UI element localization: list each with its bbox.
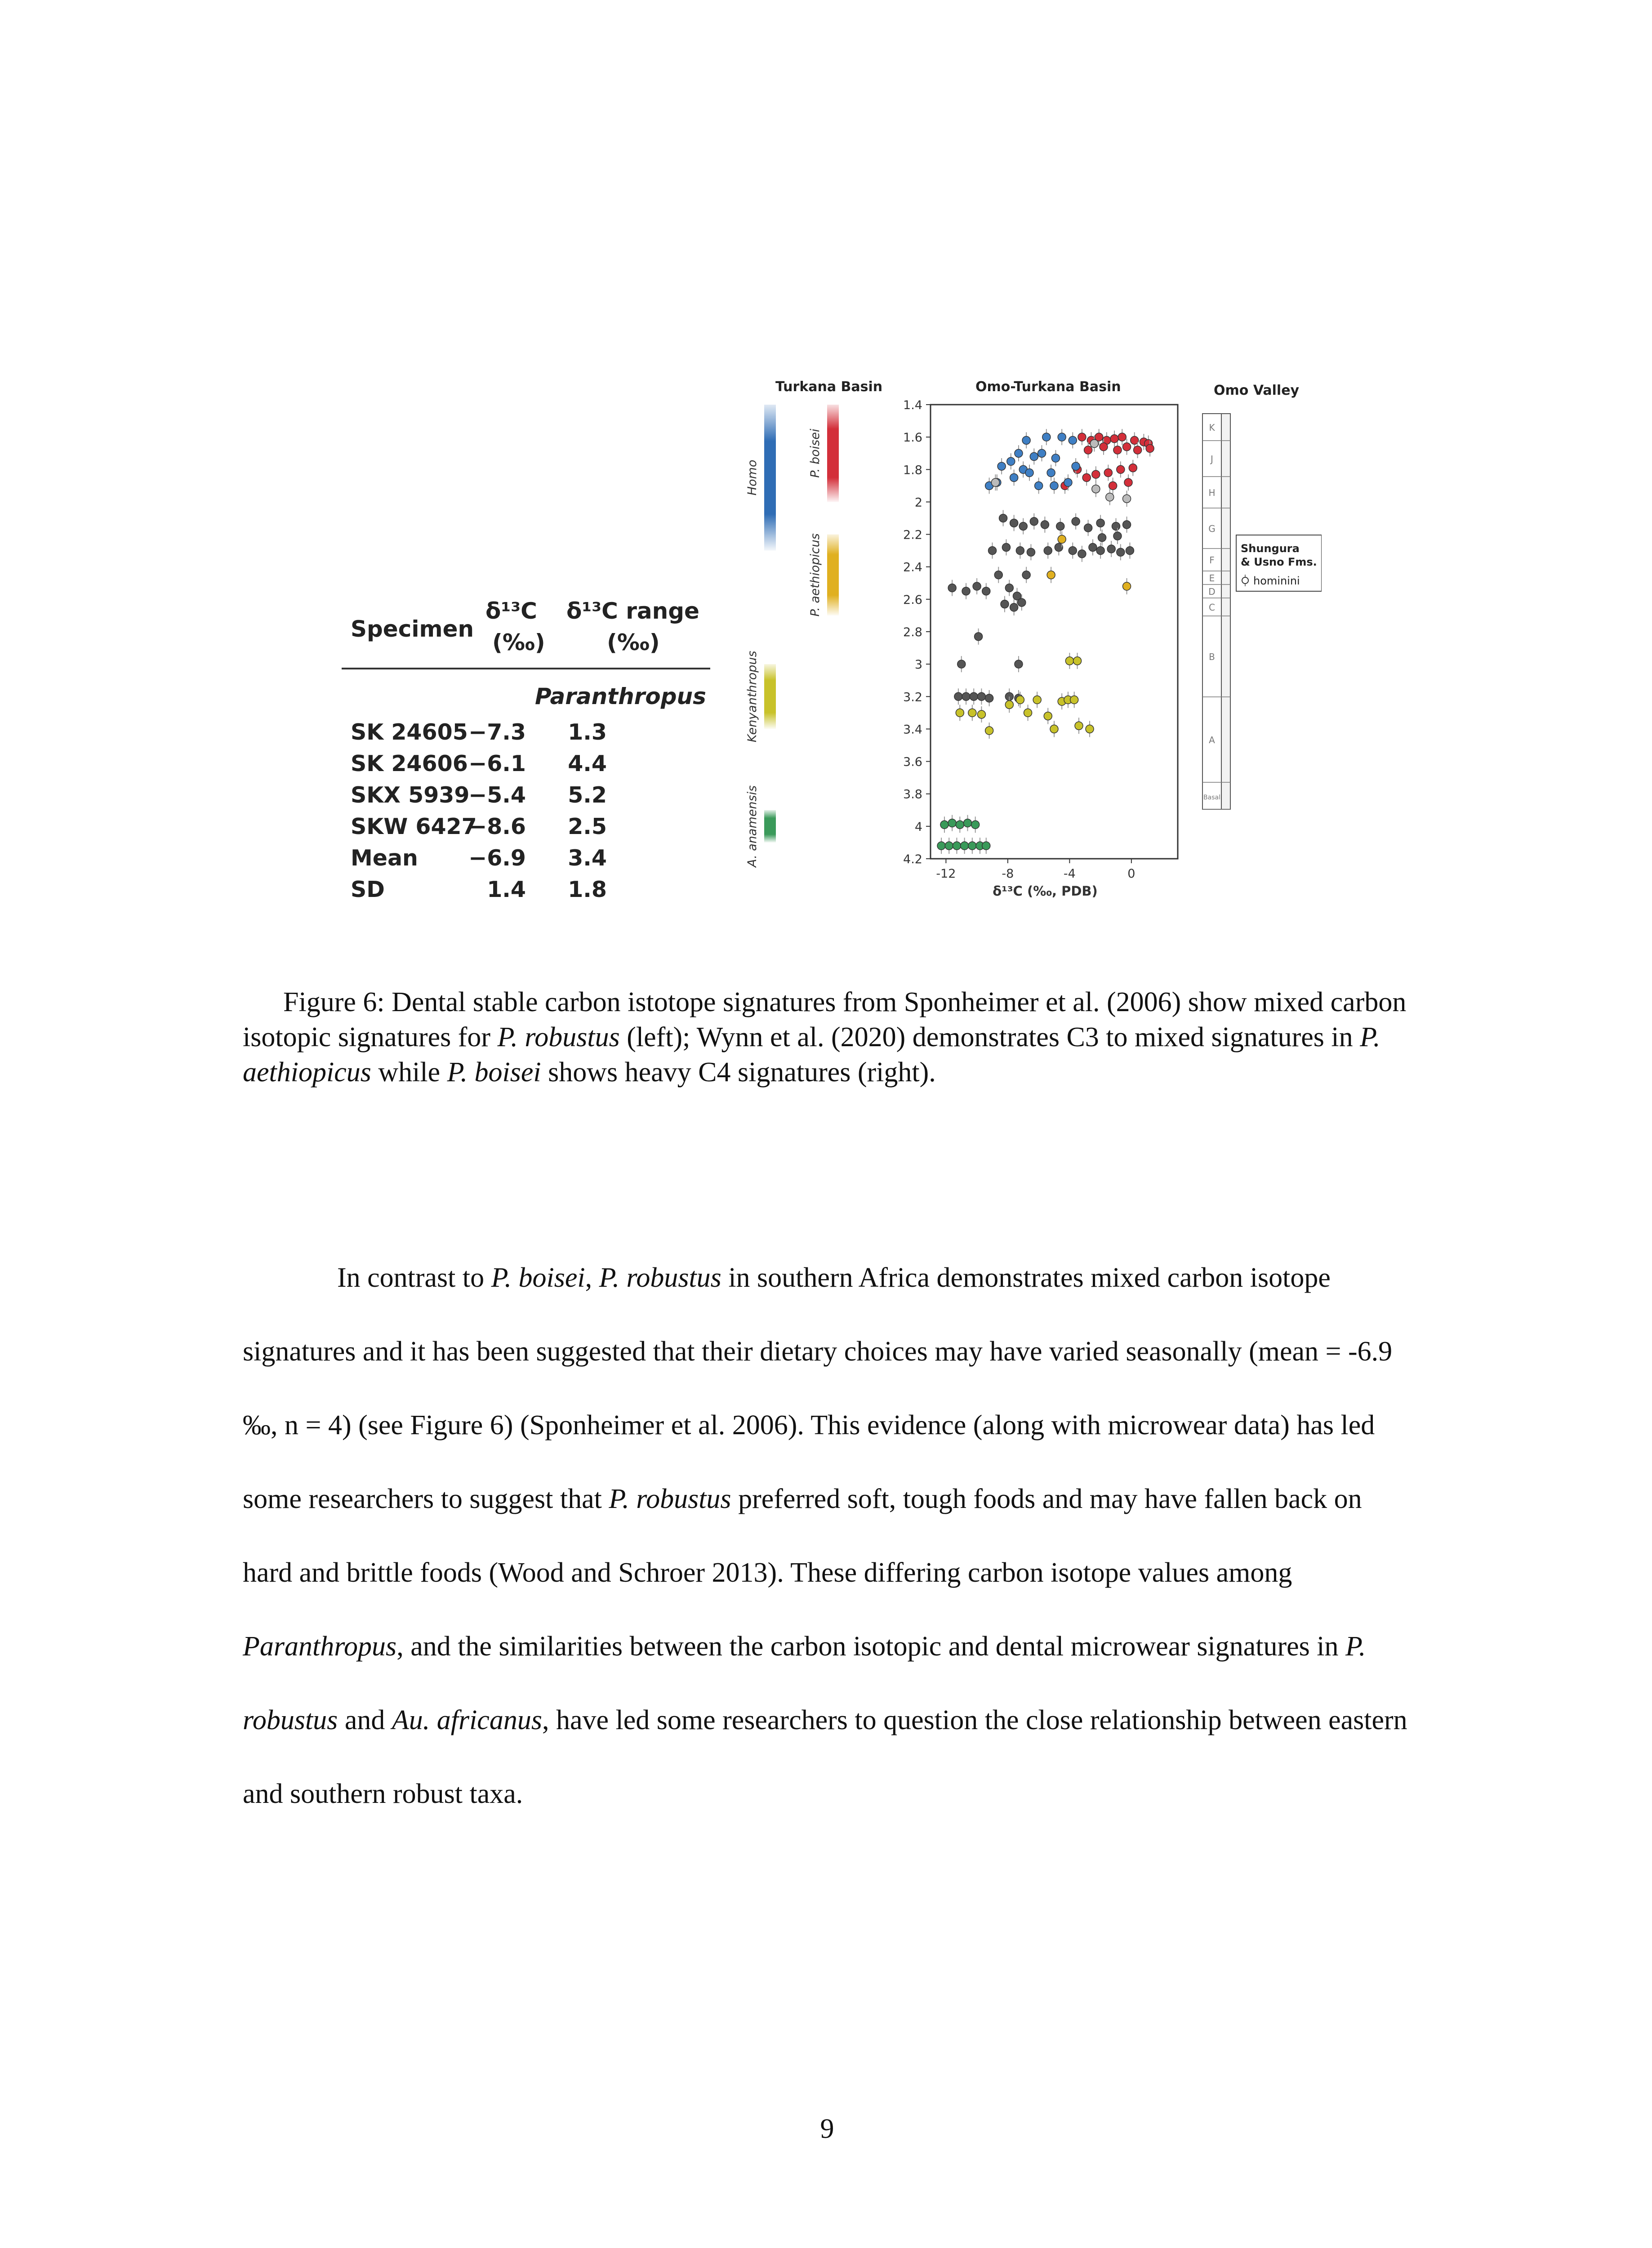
data-point [989,547,997,555]
data-point [1016,547,1024,555]
legend-title-line-2: & Usno Fms. [1241,556,1317,568]
body-text-2: , [585,1262,599,1293]
table-row [342,751,719,782]
table-cell-range: 1.3 [568,719,607,745]
table-cell-specimen: SKW 6427 [351,814,477,839]
y-tick-label: 3.4 [903,723,922,737]
table-header-range-unit: (‰) [607,629,660,656]
data-point [1075,722,1083,730]
y-tick-label: 1.6 [903,431,922,445]
data-point [1051,454,1060,462]
caption-text-4: shows heavy C4 signatures (right). [541,1057,936,1088]
y-tick-label: 4.2 [903,852,922,866]
data-point [1107,545,1115,553]
data-point [1106,493,1114,501]
x-tick-label: -8 [1002,867,1014,881]
legend-title-line-1: Shungura [1241,542,1300,555]
y-tick-label: 1.8 [903,463,922,477]
data-point [997,462,1006,470]
caption-text-1: Figure 6: Dental stable carbon istotope signatures from Sponheimer et al. (2006) show mixed carbon isotopic signatures for [243,987,1407,1053]
table-cell-specimen: SKX 5939 [351,782,470,808]
body-italic-3: P. robustus [609,1484,731,1514]
data-point [1089,543,1097,551]
y-tick-label: 3.8 [903,787,922,802]
y-tick-label: 2.8 [903,625,922,639]
data-point [1058,433,1066,441]
taxon-bar [764,405,776,551]
data-point [1047,469,1055,477]
strat-label: H [1208,487,1216,498]
data-point [1007,457,1015,465]
body-paragraph [243,1241,1412,1831]
data-point [1096,547,1104,555]
strat-label: Basal [1203,794,1220,801]
taxon-bar [764,664,776,729]
data-point [962,587,970,595]
data-point [964,819,972,827]
table-row [342,877,719,908]
caption-italic-1: P. robustus [497,1022,620,1053]
strat-label: G [1208,523,1216,534]
data-point [1082,473,1091,482]
y-tick-label: 2.6 [903,593,922,607]
table-cell-d13c: −5.4 [468,782,526,808]
data-point [1010,473,1018,482]
data-point [956,709,964,717]
data-point [1050,725,1058,733]
page-number: 9 [820,2114,834,2144]
data-point [1002,543,1010,551]
data-point [985,727,993,735]
data-point [968,709,976,717]
y-tick-label: 3.2 [903,690,922,705]
data-point [1090,440,1098,448]
y-tick-label: 3 [914,658,922,672]
body-text-4: preferred soft, tough foods and may have fallen back on hard and brittle foods (Wood and Schroer 2013). These differing carbon isotope values among [243,1484,1362,1588]
taxon-label: P. boisei [808,428,822,478]
data-point [1005,584,1013,592]
data-point [957,660,966,668]
taxon-bar [827,405,839,502]
data-point [1129,464,1137,472]
data-point [1033,696,1041,704]
legend-item: hominini [1253,575,1300,587]
body-italic-2: P. robustus [599,1262,721,1293]
table-cell-d13c: −8.6 [468,814,526,839]
y-tick-label: 2.2 [903,528,922,542]
taxon-bar [827,535,839,616]
data-point [948,819,956,827]
table-row [342,719,719,751]
caption-text-3: while [371,1057,447,1088]
data-point [1123,495,1131,503]
table-cell-range: 2.5 [568,814,607,839]
data-point [1035,482,1043,490]
data-point [1123,582,1131,590]
table-rule [342,668,710,669]
data-point [968,842,976,850]
data-point [962,692,970,700]
data-point [1030,452,1038,460]
data-point [1104,469,1112,477]
data-point [1047,571,1055,579]
table-cell-d13c: −7.3 [468,719,526,745]
data-point [971,821,980,829]
y-tick-label: 4 [914,820,922,834]
data-point [1118,433,1126,441]
data-point [1069,547,1077,555]
table-header-d13c-unit: (‰) [492,629,545,656]
data-point [1025,469,1033,477]
heading-omo-valley: Omo Valley [1214,383,1300,398]
data-point [1092,485,1100,493]
table-cell-specimen: Mean [351,845,418,871]
data-point [1110,435,1118,443]
data-point [1073,657,1082,665]
table-cell-specimen: SK 24606 [351,751,468,776]
body-italic-5: P. robustus [243,1631,1366,1735]
data-point [1117,548,1125,556]
data-point [1117,465,1125,473]
strat-label: B [1209,651,1215,662]
table-header-range: δ¹³C range [566,598,699,624]
data-point [1022,571,1030,579]
data-point [970,692,978,700]
y-tick-label: 2 [914,495,922,510]
body-italic-4: Paranthropus [243,1631,397,1662]
data-point [1078,433,1086,441]
isotope-chart [737,373,1322,913]
data-point [956,821,964,829]
data-point [1070,696,1078,704]
data-point [1041,521,1049,529]
data-point [1010,519,1018,527]
data-point [937,842,945,850]
data-point [945,842,953,850]
table-cell-specimen: SK 24605 [351,719,468,745]
data-point [1044,712,1052,720]
legend-marker [1242,577,1248,584]
isotope-table [342,593,719,908]
data-point [1038,449,1046,457]
data-point [1124,478,1132,486]
data-point [975,633,983,641]
data-point [940,821,948,829]
strat-column-side [1221,414,1230,809]
strat-label: A [1209,735,1215,745]
data-point [1084,524,1092,532]
table-row [342,814,719,845]
data-point [977,710,985,718]
strat-label: E [1209,573,1215,584]
taxon-label: A. anamensis [745,785,759,867]
data-point [1050,482,1058,490]
data-point [1019,522,1027,531]
data-point [1030,517,1038,526]
data-point [1086,725,1094,733]
data-point [1109,482,1117,490]
body-text-7: , have led some researchers to question the close relationship between eastern and southern robust taxa. [243,1705,1407,1809]
table-group-label: Paranthropus [535,683,706,709]
data-point [1058,535,1066,543]
caption-italic-2: P. aethiopicus [243,1022,1380,1088]
data-point [1005,700,1013,709]
data-point [1069,436,1077,444]
body-italic-1: P. boisei [491,1262,585,1293]
heading-turkana-basin: Turkana Basin [775,379,883,395]
y-tick-label: 1.4 [903,398,922,412]
data-point [961,842,969,850]
data-point [1044,547,1052,555]
data-point [994,571,1002,579]
taxon-bar [764,810,776,843]
data-point [973,582,981,590]
data-point [1112,522,1120,531]
data-point [1146,444,1154,452]
table-cell-d13c: 1.4 [487,877,526,902]
body-text-5: , and the similarities between the carbon isotopic and dental microwear signatures in [396,1631,1345,1662]
data-point [1134,446,1142,454]
heading-omo-turkana-basin: Omo-Turkana Basin [975,379,1121,395]
data-point [1072,462,1080,470]
data-point [1065,657,1073,665]
table-cell-specimen: SD [351,877,385,902]
data-point [1084,446,1092,454]
x-tick-label: -12 [936,867,956,881]
data-point [1001,600,1009,608]
figure-caption [243,985,1412,1090]
y-tick-label: 3.6 [903,755,922,769]
data-point [1022,436,1030,444]
data-point [1126,547,1134,555]
data-point [1064,478,1072,486]
caption-italic-3: P. boisei [447,1057,541,1088]
x-tick-label: 0 [1127,867,1135,881]
body-text-6: and [338,1705,392,1735]
table-cell-d13c: −6.9 [468,845,526,871]
table-cell-range: 1.8 [568,877,607,902]
data-point [985,694,993,702]
data-point [1113,446,1122,454]
data-point [1100,443,1108,451]
taxon-label: Homo [745,459,759,496]
taxon-label: Kenyanthropus [745,651,759,743]
data-point [1015,449,1023,457]
table-cell-range: 3.4 [568,845,607,871]
data-point [982,842,990,850]
taxon-label: P. aethiopicus [808,533,822,617]
caption-text-2: (left); Wynn et al. (2020) demonstrates C3 to mixed signatures in [619,1022,1360,1053]
table-header-specimen: Specimen [351,616,474,642]
table-row [342,845,719,877]
data-point [1096,519,1104,527]
strat-label: C [1209,602,1215,613]
data-point [953,842,961,850]
data-point [977,692,985,700]
table-cell-range: 5.2 [568,782,607,808]
data-point [948,584,956,592]
data-point [1010,603,1018,611]
x-tick-label: -4 [1063,867,1076,881]
data-point [1078,550,1086,558]
x-axis-label: δ¹³C (‰, PDB) [993,883,1098,899]
data-point [1113,532,1122,540]
body-text-1: In contrast to [337,1262,491,1293]
table-row [342,782,719,814]
strat-label: D [1208,586,1216,597]
data-point [1056,522,1064,531]
strat-label: F [1209,555,1215,566]
y-tick-label: 2.4 [903,560,922,575]
data-point [1123,443,1131,451]
table-cell-d13c: −6.1 [468,751,526,776]
data-point [1024,709,1032,717]
strat-label: K [1209,422,1215,433]
table-cell-range: 4.4 [568,751,607,776]
data-point [1072,517,1080,526]
data-point [1018,598,1026,607]
data-point [1015,660,1023,668]
data-point [991,478,999,486]
body-text-3: in southern Africa demonstrates mixed carbon isotope signatures and it has been suggested that their dietary choices may have varied seasonally (mean = -6.9 ‰, n = 4) (see Figure 6) (Sponheimer et al. 2006). This evidence (along with microwear data) has led some researchers to suggest that [243,1262,1393,1514]
data-point [999,514,1007,522]
strat-label: J [1211,454,1213,464]
data-point [954,692,962,700]
data-point [1123,521,1131,529]
data-point [1092,470,1100,478]
body-italic-6: Au. africanus [392,1705,542,1735]
data-point [1027,548,1035,556]
table-header-d13c: δ¹³C [485,598,537,624]
data-point [1098,534,1106,542]
data-point [1042,433,1051,441]
data-point [982,587,990,595]
data-point [1016,696,1024,704]
